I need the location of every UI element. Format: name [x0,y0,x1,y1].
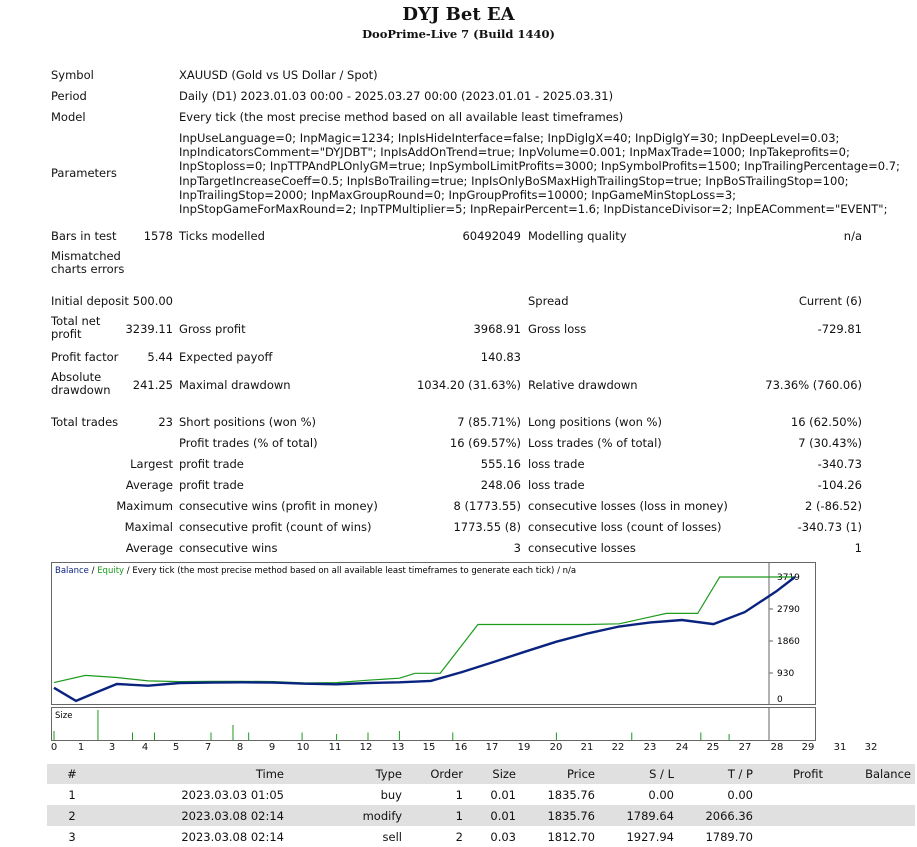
x-tick-label: 22 [611,742,625,753]
col-tp: T / P [678,764,757,784]
parameter-line: InpStoploss=0; InpTTPAndPLOnlyGM=true; InpSymbolLimitProfits=3000; InpSymbolProfits=1500; InpTrailingPercentage=0.7; [179,159,900,174]
spread-value: Current (6) [798,294,862,308]
gross-loss-label: Gross loss [528,322,587,336]
cell-tp: 0.00 [727,787,753,802]
x-tick-label: 31 [833,742,847,753]
relative-drawdown-label: Relative drawdown [528,378,638,392]
size-label: Size [55,711,73,721]
col-size: Size [467,764,520,784]
x-tick-label: 9 [268,742,276,753]
cell-size: 0.01 [467,805,520,826]
period-value: Daily (D1) 2023.01.03 00:00 - 2025.03.27 00:00 (2023.01.01 - 2025.03.31) [179,89,614,103]
ticks-value: 60492049 [462,229,521,243]
absolute-drawdown-value: 241.25 [132,378,173,392]
loss-trades-value: 7 (30.43%) [798,436,862,450]
cell-size: 0.01 [490,787,516,802]
col-type: Type [288,764,406,784]
x-tick-label: 23 [643,742,657,753]
x-tick-label: 27 [738,742,752,753]
largest-label: Largest [130,457,173,471]
loss-trades-label: Loss trades (% of total) [528,436,662,450]
col-time: Time [97,764,288,784]
cell-number: 2 [47,805,97,826]
parameter-line: InpTargetIncreaseCoeff=0.5; InpIsBoTrailing=true; InpIsOnlyBoSMaxHighTrailingStop=true; InpBoSTrailingStop=100; [179,173,849,188]
maximal-consecutive-profit-label: consecutive profit (count of wins) [179,520,372,534]
cell-balance [827,784,915,805]
x-tick-label: 29 [801,742,815,753]
parameter-line: InpStopGameForMaxRound=2; InpTPMultiplier=5; InpRepairPercent=1.6; InpDistanceDivisor=2; InpEAComment="EVENT"; [179,202,888,217]
total-trades-value: 23 [158,415,173,429]
deposit-value: 500.00 [132,294,173,308]
maximal-consecutive-loss-label: consecutive loss (count of losses) [528,520,722,534]
symbol-label: Symbol [51,68,94,82]
col-order: Order [406,764,467,784]
short-positions-label: Short positions (won %) [179,415,317,429]
x-tick-label: 16 [454,742,468,753]
average-consecutive-wins-label: consecutive wins [179,541,278,555]
cell-time: 2023.03.08 02:14 [97,805,288,826]
deposit-label: Initial deposit [51,294,129,308]
cell-tp: 2066.36 [678,805,757,826]
parameter-line: InpTrailingStop=2000; InpMaxGroupRound=0; InpGroupProfits=10000; InpGameMinStopLoss=3; [179,187,737,202]
cell-order: 1 [406,805,467,826]
absolute-drawdown-label: Absolute drawdown [51,370,111,397]
col-balance: Balance [827,764,915,784]
cell-balance [827,805,915,826]
symbol-value: XAUUSD (Gold vs US Dollar / Spot) [179,68,378,82]
legend-equity: Equity [97,566,125,576]
x-tick-label: 3 [108,742,116,753]
maximal-consecutive-loss-value: -340.73 (1) [797,520,862,534]
ticks-label: Ticks modelled [179,229,265,243]
y-tick-label: 1860 [777,636,800,647]
maximal-drawdown-label: Maximal drawdown [179,378,291,392]
cell-sl: 1789.64 [599,805,678,826]
relative-drawdown-value: 73.36% (760.06) [765,378,862,392]
quality-label: Modelling quality [528,229,627,243]
bars-label: Bars in test [51,229,117,243]
col-sl: S / L [599,764,678,784]
cell-sl: 0.00 [648,787,674,802]
x-tick-label: 12 [359,742,373,753]
y-tick-label: 3719 [777,573,800,583]
x-tick-label: 5 [172,742,180,753]
long-positions-label: Long positions (won %) [528,415,662,429]
max-consecutive-losses-value: 2 (-86.52) [804,499,862,513]
legend-balance: Balance [55,566,89,576]
total-trades-label: Total trades [51,415,119,429]
legend-description: / Every tick (the most precise method based on all available least timeframes to generate each tick) / n/a [124,566,577,576]
y-tick-label: 0 [777,695,783,705]
cell-type: buy [380,787,402,802]
average-consecutive-wins-value: 3 [513,541,521,555]
model-value: Every tick (the most precise method based on all available least timeframes) [179,110,624,124]
cell-profit [757,805,827,826]
cell-size: 0.03 [490,829,516,844]
maximum-label: Maximum [116,499,173,513]
model-label: Model [51,110,86,124]
gross-profit-label: Gross profit [179,322,246,336]
period-label: Period [51,89,87,103]
profit-trades-label: Profit trades (% of total) [179,436,318,450]
x-tick-label: 28 [770,742,784,753]
x-tick-label: 20 [549,742,563,753]
net-profit-label: Total net profit [51,314,101,341]
cell-profit [757,784,827,805]
parameter-line: InpUseLanguage=0; InpMagic=1234; InpIsHideInterface=false; InpDiglgX=40; InpDiglgY=30; InpDeepLevel=0.03; [179,131,840,145]
legend-separator: / [88,566,98,576]
y-tick-label: 930 [777,668,795,679]
x-tick-label: 25 [706,742,720,753]
net-profit-value: 3239.11 [125,322,173,336]
maximal-label: Maximal [124,520,173,534]
short-positions-value: 7 (85.71%) [457,415,521,429]
mismatch-label: Mismatched charts errors [51,249,125,276]
x-tick-label: 1 [77,742,85,753]
maximal-drawdown-value: 1034.20 (31.63%) [416,378,521,392]
x-tick-label: 15 [422,742,436,753]
cell-price: 1835.76 [520,805,599,826]
long-positions-value: 16 (62.50%) [790,415,862,429]
cell-tp: 1789.70 [705,829,753,844]
profit-factor-value: 5.44 [147,350,173,364]
average-profit-value: 248.06 [480,478,521,492]
largest-profit-value: 555.16 [480,457,521,471]
spread-label: Spread [528,294,569,308]
largest-profit-label: profit trade [179,457,244,471]
x-tick-label: 11 [328,742,342,753]
cell-type: modify [288,805,406,826]
largest-loss-value: -340.73 [817,457,862,471]
max-consecutive-losses-label: consecutive losses (loss in money) [528,499,728,513]
x-tick-label: 0 [50,742,58,753]
profit-factor-label: Profit factor [51,350,119,364]
col-number: # [47,764,97,784]
cell-time: 2023.03.08 02:14 [181,829,284,844]
parameters-label: Parameters [51,166,117,180]
x-tick-label: 32 [864,742,878,753]
cell-price: 1835.76 [547,787,595,802]
x-tick-label: 8 [236,742,244,753]
y-tick-label: 2790 [777,604,800,615]
cell-type: sell [382,829,402,844]
profit-trades-value: 16 (69.57%) [449,436,521,450]
cell-order: 1 [455,787,463,802]
chart-legend [55,566,576,576]
average-profit-label: profit trade [179,478,244,492]
table-row [47,805,915,826]
gross-loss-value: -729.81 [817,322,862,336]
average-consecutive-label: Average [125,541,173,555]
cell-number: 3 [68,829,76,844]
max-consecutive-wins-value: 8 (1773.55) [453,499,521,513]
x-tick-label: 19 [517,742,531,753]
x-tick-label: 4 [141,742,149,753]
expected-payoff-value: 140.83 [480,350,521,364]
cell-time: 2023.03.03 01:05 [181,787,284,802]
cell-sl: 1927.94 [626,829,674,844]
trades-table [47,764,915,847]
cell-number: 1 [68,787,76,802]
cell-order: 2 [455,829,463,844]
largest-loss-label: loss trade [528,457,585,471]
cell-price: 1812.70 [547,829,595,844]
x-tick-label: 17 [485,742,499,753]
average-consecutive-losses-label: consecutive losses [528,541,636,555]
x-tick-label: 7 [204,742,212,753]
parameters-list [179,131,900,216]
size-chart [51,707,816,741]
quality-value: n/a [843,229,862,243]
report-subtitle: DooPrime-Live 7 (Build 1440) [362,27,555,41]
max-consecutive-wins-label: consecutive wins (profit in money) [179,499,378,513]
x-tick-label: 24 [675,742,689,753]
balance-equity-chart [51,562,816,705]
col-price: Price [520,764,599,784]
gross-profit-value: 3968.91 [473,322,521,336]
average-consecutive-losses-value: 1 [854,541,862,555]
x-tick-label: 10 [296,742,310,753]
table-row [47,784,915,805]
expected-payoff-label: Expected payoff [179,350,273,364]
x-axis-labels [50,742,878,756]
average-loss-value: -104.26 [817,478,862,492]
col-profit: Profit [757,764,827,784]
bars-value: 1578 [143,229,173,243]
parameter-line: InpIndicatorsComment="DYJDBT"; InpIsAddOnTrend=true; InpVolume=0.001; InpMaxTrade=1000; InpTakeprofits=0; [179,145,850,160]
average-loss-label: loss trade [528,478,585,492]
table-header-row [47,764,915,784]
x-tick-label: 13 [391,742,405,753]
average-label: Average [125,478,173,492]
maximal-consecutive-profit-value: 1773.55 (8) [453,520,521,534]
x-tick-label: 21 [580,742,594,753]
report-title: DYJ Bet EA [402,4,515,25]
